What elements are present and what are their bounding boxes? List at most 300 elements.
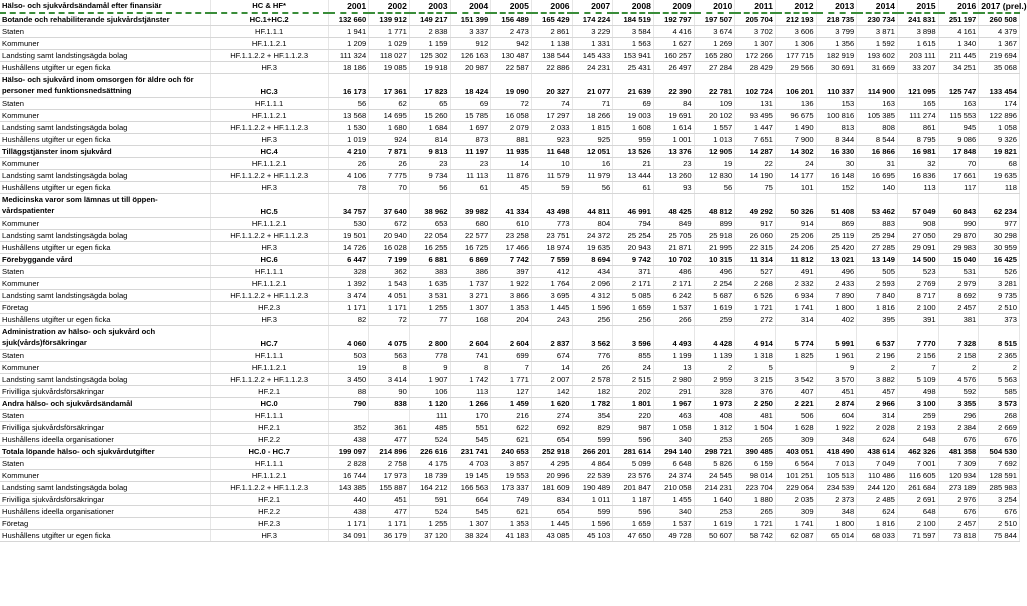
row-code[interactable]: HF.1.1.2.2 + HF.1.1.2.3 bbox=[210, 482, 328, 494]
table-cell-value[interactable]: 294 140 bbox=[653, 446, 694, 458]
table-cell-value[interactable]: 2 691 bbox=[897, 494, 938, 506]
table-cell-value[interactable]: 33 207 bbox=[897, 62, 938, 74]
table-cell-value[interactable]: 120 934 bbox=[938, 470, 979, 482]
table-cell-value[interactable]: 3 674 bbox=[694, 26, 735, 38]
table-cell-value[interactable]: 4 914 bbox=[735, 326, 776, 350]
table-cell-value[interactable]: 486 bbox=[653, 266, 694, 278]
table-cell-value[interactable]: 592 bbox=[938, 386, 979, 398]
table-cell-value[interactable]: 182 919 bbox=[816, 50, 857, 62]
table-cell-value[interactable]: 6 242 bbox=[653, 290, 694, 302]
row-code[interactable]: HF.1.1.2.1 bbox=[210, 38, 328, 50]
row-label[interactable]: Staten bbox=[0, 26, 210, 38]
row-label[interactable]: Tilläggstjänster inom sjukvård bbox=[0, 146, 210, 158]
table-cell-value[interactable]: 348 bbox=[816, 434, 857, 446]
table-cell-value[interactable]: 18 739 bbox=[409, 470, 450, 482]
table-cell-value[interactable]: 3 450 bbox=[328, 374, 369, 386]
table-cell-value[interactable]: 3 531 bbox=[409, 290, 450, 302]
table-cell-value[interactable]: 440 bbox=[328, 494, 369, 506]
table-cell-value[interactable]: 1 922 bbox=[491, 278, 532, 290]
table-cell-value[interactable]: 506 bbox=[775, 410, 816, 422]
table-cell-value[interactable]: 14 695 bbox=[369, 110, 410, 122]
table-cell-value[interactable]: 114 900 bbox=[857, 74, 898, 98]
table-cell-value[interactable]: 1 741 bbox=[775, 518, 816, 530]
table-cell-value[interactable]: 5 099 bbox=[613, 458, 654, 470]
row-code[interactable]: HF.1.1.2.1 bbox=[210, 470, 328, 482]
table-cell-value[interactable]: 39 982 bbox=[450, 194, 491, 218]
table-cell-value[interactable]: 17 466 bbox=[491, 242, 532, 254]
table-cell-value[interactable]: 22 315 bbox=[735, 242, 776, 254]
table-cell-value[interactable]: 314 bbox=[775, 314, 816, 326]
table-cell-value[interactable]: 1 628 bbox=[775, 422, 816, 434]
table-cell-value[interactable]: 674 bbox=[531, 350, 572, 362]
row-label[interactable]: Landsting samt landstingsägda bolag bbox=[0, 230, 210, 242]
table-cell-value[interactable]: 3 898 bbox=[897, 26, 938, 38]
table-cell-value[interactable]: 53 462 bbox=[857, 194, 898, 218]
table-cell-value[interactable]: 3 271 bbox=[450, 290, 491, 302]
table-cell-value[interactable]: 210 058 bbox=[653, 482, 694, 494]
row-label[interactable]: Frivilliga sjukvårdsförsäkringar bbox=[0, 386, 210, 398]
table-cell-value[interactable]: 912 bbox=[450, 38, 491, 50]
table-cell-value[interactable]: 49 292 bbox=[735, 194, 776, 218]
table-cell-value[interactable]: 13 376 bbox=[653, 146, 694, 158]
table-cell-value[interactable]: 1 880 bbox=[735, 494, 776, 506]
table-cell-value[interactable]: 62 bbox=[369, 98, 410, 110]
table-cell-value[interactable]: 38 962 bbox=[409, 194, 450, 218]
table-cell-value[interactable]: 977 bbox=[979, 218, 1020, 230]
table-cell-value[interactable]: 585 bbox=[979, 386, 1020, 398]
table-cell-value[interactable]: 1 608 bbox=[613, 122, 654, 134]
table-cell-value[interactable]: 25 294 bbox=[857, 230, 898, 242]
table-cell-value[interactable]: 29 870 bbox=[938, 230, 979, 242]
table-cell-value[interactable]: 34 251 bbox=[938, 62, 979, 74]
table-cell-value[interactable]: 881 bbox=[491, 134, 532, 146]
table-cell-value[interactable]: 3 355 bbox=[938, 398, 979, 410]
table-cell-value[interactable]: 96 675 bbox=[775, 110, 816, 122]
table-cell-value[interactable]: 11 876 bbox=[491, 170, 532, 182]
table-cell-value[interactable]: 7 199 bbox=[369, 254, 410, 266]
table-cell-value[interactable]: 314 bbox=[857, 410, 898, 422]
row-code[interactable]: HF.3 bbox=[210, 182, 328, 194]
row-label[interactable]: Hushållens utgifter ur egen ficka bbox=[0, 530, 210, 542]
row-label[interactable]: Hälso- och sjukvård inom omsorgen för äldre och för personer med funktionsnedsättning bbox=[0, 74, 210, 98]
table-cell-value[interactable]: 69 bbox=[450, 98, 491, 110]
table-cell-value[interactable]: 266 bbox=[653, 314, 694, 326]
table-cell-value[interactable]: 1 353 bbox=[491, 518, 532, 530]
table-cell-value[interactable]: 531 bbox=[938, 266, 979, 278]
row-code[interactable]: HF.1.1.2.1 bbox=[210, 278, 328, 290]
row-code[interactable]: HC.0 - HC.7 bbox=[210, 446, 328, 458]
table-cell-value[interactable]: 65 bbox=[409, 98, 450, 110]
row-code[interactable]: HF.1.1.1 bbox=[210, 266, 328, 278]
table-cell-value[interactable]: 136 bbox=[775, 98, 816, 110]
table-cell-value[interactable]: 7 013 bbox=[816, 458, 857, 470]
table-cell-value[interactable]: 12 051 bbox=[572, 146, 613, 158]
table-cell-value[interactable]: 296 bbox=[938, 410, 979, 422]
row-label[interactable]: Hushållens utgifter ur egen ficka bbox=[0, 134, 210, 146]
table-cell-value[interactable]: 1 537 bbox=[653, 518, 694, 530]
table-cell-value[interactable]: 352 bbox=[328, 422, 369, 434]
table-cell-value[interactable]: 3 281 bbox=[979, 278, 1020, 290]
table-cell-value[interactable]: 10 bbox=[531, 158, 572, 170]
table-cell-value[interactable]: 1 816 bbox=[857, 518, 898, 530]
table-cell-value[interactable]: 48 812 bbox=[694, 194, 735, 218]
table-cell-value[interactable]: 2 028 bbox=[857, 422, 898, 434]
table-cell-value[interactable]: 869 bbox=[816, 218, 857, 230]
column-header-year[interactable]: 2013 bbox=[816, 0, 857, 13]
table-cell-value[interactable]: 924 bbox=[369, 134, 410, 146]
table-cell-value[interactable]: 676 bbox=[979, 434, 1020, 446]
table-cell-value[interactable]: 2 100 bbox=[897, 518, 938, 530]
table-cell-value[interactable]: 24 231 bbox=[572, 62, 613, 74]
table-cell-value[interactable]: 2 035 bbox=[775, 494, 816, 506]
table-cell-value[interactable]: 6 159 bbox=[735, 458, 776, 470]
table-cell-value[interactable]: 11 314 bbox=[735, 254, 776, 266]
table-cell-value[interactable]: 219 694 bbox=[979, 50, 1020, 62]
table-cell-value[interactable]: 3 596 bbox=[613, 326, 654, 350]
table-cell-value[interactable]: 13 568 bbox=[328, 110, 369, 122]
table-cell-value[interactable]: 9 742 bbox=[613, 254, 654, 266]
row-label[interactable]: Hushållens ideella organisationer bbox=[0, 506, 210, 518]
table-cell-value[interactable]: 173 337 bbox=[491, 482, 532, 494]
table-cell-value[interactable]: 1 445 bbox=[531, 518, 572, 530]
row-code[interactable]: HF.1.1.2.2 + HF.1.1.2.3 bbox=[210, 170, 328, 182]
table-cell-value[interactable]: 7 692 bbox=[979, 458, 1020, 470]
table-cell-value[interactable]: 2 959 bbox=[694, 374, 735, 386]
row-code[interactable]: HF.3 bbox=[210, 530, 328, 542]
table-cell-value[interactable]: 20 102 bbox=[694, 110, 735, 122]
table-cell-value[interactable]: 2 079 bbox=[491, 122, 532, 134]
table-cell-value[interactable]: 174 bbox=[979, 98, 1020, 110]
table-cell-value[interactable]: 111 bbox=[409, 410, 450, 422]
table-cell-value[interactable]: 908 bbox=[897, 218, 938, 230]
table-cell-value[interactable]: 621 bbox=[491, 434, 532, 446]
row-code[interactable]: HF.2.2 bbox=[210, 434, 328, 446]
table-cell-value[interactable]: 30 bbox=[816, 158, 857, 170]
row-label[interactable]: Botande och rehabiliterande sjukvårdstjänster bbox=[0, 13, 210, 26]
table-cell-value[interactable]: 2 578 bbox=[572, 374, 613, 386]
table-cell-value[interactable]: 127 bbox=[491, 386, 532, 398]
table-cell-value[interactable]: 16 425 bbox=[979, 254, 1020, 266]
table-cell-value[interactable]: 3 100 bbox=[897, 398, 938, 410]
table-cell-value[interactable]: 199 097 bbox=[328, 446, 369, 458]
table-cell-value[interactable]: 8 692 bbox=[938, 290, 979, 302]
table-cell-value[interactable]: 16 255 bbox=[409, 242, 450, 254]
table-cell-value[interactable]: 861 bbox=[897, 122, 938, 134]
table-cell-value[interactable]: 22 781 bbox=[694, 74, 735, 98]
table-cell-value[interactable]: 7 328 bbox=[938, 326, 979, 350]
table-cell-value[interactable]: 17 661 bbox=[938, 170, 979, 182]
table-cell-value[interactable]: 1 801 bbox=[613, 398, 654, 410]
table-cell-value[interactable]: 451 bbox=[816, 386, 857, 398]
table-cell-value[interactable]: 184 519 bbox=[613, 13, 654, 26]
row-label[interactable]: Kommuner bbox=[0, 158, 210, 170]
row-label[interactable]: Totala löpande hälso- och sjukvårdutgifter bbox=[0, 446, 210, 458]
column-header-year[interactable]: 2005 bbox=[491, 0, 532, 13]
table-cell-value[interactable]: 111 274 bbox=[897, 110, 938, 122]
table-cell-value[interactable]: 1 961 bbox=[816, 350, 857, 362]
table-cell-value[interactable]: 19 635 bbox=[979, 170, 1020, 182]
table-cell-value[interactable]: 1 255 bbox=[409, 302, 450, 314]
table-cell-value[interactable]: 527 bbox=[735, 266, 776, 278]
table-cell-value[interactable]: 285 983 bbox=[979, 482, 1020, 494]
table-cell-value[interactable]: 22 054 bbox=[409, 230, 450, 242]
table-cell-value[interactable]: 1 490 bbox=[775, 122, 816, 134]
table-cell-value[interactable]: 165 429 bbox=[531, 13, 572, 26]
row-label[interactable]: Staten bbox=[0, 98, 210, 110]
table-cell-value[interactable]: 524 bbox=[409, 434, 450, 446]
table-cell-value[interactable]: 7 001 bbox=[897, 458, 938, 470]
table-cell-value[interactable]: 20 943 bbox=[613, 242, 654, 254]
table-cell-value[interactable]: 899 bbox=[694, 218, 735, 230]
table-cell-value[interactable]: 1 459 bbox=[491, 398, 532, 410]
row-code[interactable]: HF.1.1.1 bbox=[210, 458, 328, 470]
table-cell-value[interactable]: 125 747 bbox=[938, 74, 979, 98]
table-cell-value[interactable]: 1 557 bbox=[694, 122, 735, 134]
table-cell-value[interactable]: 624 bbox=[857, 506, 898, 518]
table-cell-value[interactable]: 241 831 bbox=[897, 13, 938, 26]
table-cell-value[interactable]: 1 967 bbox=[653, 398, 694, 410]
table-cell-value[interactable]: 19 635 bbox=[572, 242, 613, 254]
table-cell-value[interactable]: 10 315 bbox=[694, 254, 735, 266]
table-cell-value[interactable]: 8 344 bbox=[816, 134, 857, 146]
table-cell-value[interactable]: 142 bbox=[531, 386, 572, 398]
table-cell-value[interactable]: 808 bbox=[857, 122, 898, 134]
row-code[interactable]: HF.1.1.2.2 + HF.1.1.2.3 bbox=[210, 290, 328, 302]
row-code[interactable]: HF.1.1.2.1 bbox=[210, 218, 328, 230]
table-cell-value[interactable]: 27 050 bbox=[897, 230, 938, 242]
table-cell-value[interactable]: 1 530 bbox=[328, 122, 369, 134]
table-cell-value[interactable]: 855 bbox=[613, 350, 654, 362]
table-cell-value[interactable]: 36 179 bbox=[369, 530, 410, 542]
table-cell-value[interactable]: 1 721 bbox=[735, 302, 776, 314]
table-cell-value[interactable]: 223 704 bbox=[735, 482, 776, 494]
column-header-year[interactable]: 2007 bbox=[572, 0, 613, 13]
table-cell-value[interactable]: 1 269 bbox=[694, 38, 735, 50]
table-cell-value[interactable]: 1 941 bbox=[328, 26, 369, 38]
table-cell-value[interactable]: 165 280 bbox=[694, 50, 735, 62]
table-cell-value[interactable]: 804 bbox=[572, 218, 613, 230]
table-cell-value[interactable]: 4 312 bbox=[572, 290, 613, 302]
table-cell-value[interactable]: 6 526 bbox=[735, 290, 776, 302]
column-header-year[interactable]: 2002 bbox=[369, 0, 410, 13]
table-cell-value[interactable]: 272 bbox=[735, 314, 776, 326]
row-code[interactable]: HF.1.1.2.2 + HF.1.1.2.3 bbox=[210, 50, 328, 62]
table-cell-value[interactable]: 328 bbox=[328, 266, 369, 278]
table-cell-value[interactable]: 1 659 bbox=[613, 302, 654, 314]
table-cell-value[interactable]: 2 156 bbox=[897, 350, 938, 362]
table-cell-value[interactable]: 15 040 bbox=[938, 254, 979, 266]
row-code[interactable]: HF.3 bbox=[210, 134, 328, 146]
table-cell-value[interactable]: 838 bbox=[369, 398, 410, 410]
row-label[interactable]: Landsting samt landstingsägda bolag bbox=[0, 170, 210, 182]
table-cell-value[interactable]: 1 614 bbox=[653, 122, 694, 134]
table-cell-value[interactable]: 229 064 bbox=[775, 482, 816, 494]
table-cell-value[interactable]: 13 260 bbox=[653, 170, 694, 182]
row-label[interactable]: Landsting samt landstingsägda bolag bbox=[0, 122, 210, 134]
table-cell-value[interactable]: 131 bbox=[735, 98, 776, 110]
table-cell-value[interactable]: 2 bbox=[694, 362, 735, 374]
table-cell-value[interactable]: 551 bbox=[450, 422, 491, 434]
table-cell-value[interactable]: 794 bbox=[613, 218, 654, 230]
table-cell-value[interactable]: 266 201 bbox=[572, 446, 613, 458]
table-cell-value[interactable]: 48 425 bbox=[653, 194, 694, 218]
table-cell-value[interactable]: 491 bbox=[775, 266, 816, 278]
table-cell-value[interactable]: 5 bbox=[735, 362, 776, 374]
row-label[interactable]: Landsting samt landstingsägda bolag bbox=[0, 482, 210, 494]
table-cell-value[interactable]: 62 087 bbox=[775, 530, 816, 542]
table-cell-value[interactable]: 163 bbox=[857, 98, 898, 110]
table-cell-value[interactable]: 11 197 bbox=[450, 146, 491, 158]
table-cell-value[interactable]: 1 138 bbox=[531, 38, 572, 50]
table-cell-value[interactable]: 2 457 bbox=[938, 302, 979, 314]
table-cell-value[interactable]: 71 bbox=[572, 98, 613, 110]
row-code[interactable]: HF.3 bbox=[210, 314, 328, 326]
table-cell-value[interactable]: 1 620 bbox=[531, 398, 572, 410]
column-header-label[interactable]: Hälso- och sjukvårdsändamål efter finansiär bbox=[0, 0, 210, 13]
table-cell-value[interactable]: 4 493 bbox=[653, 326, 694, 350]
table-cell-value[interactable]: 69 bbox=[613, 98, 654, 110]
table-cell-value[interactable]: 4 379 bbox=[979, 26, 1020, 38]
table-cell-value[interactable]: 23 258 bbox=[491, 230, 532, 242]
table-cell-value[interactable]: 128 591 bbox=[979, 470, 1020, 482]
table-cell-value[interactable]: 3 562 bbox=[572, 326, 613, 350]
table-cell-value[interactable]: 1 307 bbox=[450, 302, 491, 314]
table-cell-value[interactable]: 19 090 bbox=[491, 74, 532, 98]
table-cell-value[interactable]: 1 635 bbox=[409, 278, 450, 290]
table-cell-value[interactable]: 9 086 bbox=[938, 134, 979, 146]
row-label[interactable]: Staten bbox=[0, 410, 210, 422]
table-cell-value[interactable]: 24 372 bbox=[572, 230, 613, 242]
table-cell-value[interactable]: 106 bbox=[409, 386, 450, 398]
table-cell-value[interactable]: 1 001 bbox=[653, 134, 694, 146]
table-cell-value[interactable]: 1 619 bbox=[694, 302, 735, 314]
table-cell-value[interactable]: 30 298 bbox=[979, 230, 1020, 242]
table-cell-value[interactable]: 6 648 bbox=[653, 458, 694, 470]
table-cell-value[interactable]: 118 027 bbox=[369, 50, 410, 62]
table-cell-value[interactable]: 873 bbox=[450, 134, 491, 146]
table-cell-value[interactable]: 101 251 bbox=[775, 470, 816, 482]
row-code[interactable]: HF.1.1.1 bbox=[210, 26, 328, 38]
table-cell-value[interactable]: 530 bbox=[328, 218, 369, 230]
table-cell-value[interactable]: 73 818 bbox=[938, 530, 979, 542]
table-cell-value[interactable]: 253 bbox=[694, 506, 735, 518]
table-cell-value[interactable]: 145 433 bbox=[572, 50, 613, 62]
table-cell-value[interactable]: 14 190 bbox=[735, 170, 776, 182]
table-cell-value[interactable]: 182 bbox=[572, 386, 613, 398]
table-cell-value[interactable]: 4 864 bbox=[572, 458, 613, 470]
table-cell-value[interactable]: 59 bbox=[531, 182, 572, 194]
table-cell-value[interactable]: 14 287 bbox=[735, 146, 776, 158]
table-cell-value[interactable]: 261 684 bbox=[897, 482, 938, 494]
table-cell-value[interactable]: 22 bbox=[735, 158, 776, 170]
row-label[interactable]: Kommuner bbox=[0, 38, 210, 50]
table-cell-value[interactable]: 45 bbox=[491, 182, 532, 194]
table-cell-value[interactable]: 463 bbox=[653, 410, 694, 422]
row-label[interactable]: Landsting samt landstingsägda bolag bbox=[0, 50, 210, 62]
table-cell-value[interactable]: 3 584 bbox=[613, 26, 654, 38]
row-code[interactable]: HF.3 bbox=[210, 62, 328, 74]
table-cell-value[interactable]: 3 414 bbox=[369, 374, 410, 386]
table-cell-value[interactable]: 57 049 bbox=[897, 194, 938, 218]
table-cell-value[interactable]: 1 596 bbox=[572, 302, 613, 314]
table-cell-value[interactable]: 2 254 bbox=[694, 278, 735, 290]
table-cell-value[interactable]: 204 bbox=[491, 314, 532, 326]
table-cell-value[interactable]: 438 bbox=[328, 506, 369, 518]
table-cell-value[interactable]: 26 060 bbox=[735, 230, 776, 242]
table-cell-value[interactable]: 813 bbox=[816, 122, 857, 134]
table-cell-value[interactable]: 14 726 bbox=[328, 242, 369, 254]
table-cell-value[interactable]: 140 bbox=[857, 182, 898, 194]
row-code[interactable]: HF.1.1.2.2 + HF.1.1.2.3 bbox=[210, 122, 328, 134]
table-cell-value[interactable]: 6 934 bbox=[775, 290, 816, 302]
table-cell-value[interactable]: 371 bbox=[613, 266, 654, 278]
table-cell-value[interactable]: 17 848 bbox=[938, 146, 979, 158]
table-cell-value[interactable]: 205 704 bbox=[735, 13, 776, 26]
row-code[interactable]: HF.1.1.2.1 bbox=[210, 110, 328, 122]
table-cell-value[interactable]: 3 871 bbox=[857, 26, 898, 38]
table-cell-value[interactable]: 4 210 bbox=[328, 146, 369, 158]
table-cell-value[interactable]: 19 501 bbox=[328, 230, 369, 242]
table-cell-value[interactable]: 1 445 bbox=[531, 302, 572, 314]
row-label[interactable]: Förebyggande vård bbox=[0, 254, 210, 266]
table-cell-value[interactable]: 1 825 bbox=[775, 350, 816, 362]
table-cell-value[interactable]: 27 285 bbox=[857, 242, 898, 254]
column-header-year[interactable]: 2016 bbox=[938, 0, 979, 13]
table-cell-value[interactable]: 4 295 bbox=[531, 458, 572, 470]
table-cell-value[interactable]: 1 011 bbox=[572, 494, 613, 506]
table-cell-value[interactable]: 8 544 bbox=[857, 134, 898, 146]
table-cell-value[interactable]: 71 597 bbox=[897, 530, 938, 542]
row-label[interactable]: Kommuner bbox=[0, 470, 210, 482]
table-cell-value[interactable]: 1 171 bbox=[369, 518, 410, 530]
table-cell-value[interactable]: 12 830 bbox=[694, 170, 735, 182]
table-cell-value[interactable]: 155 887 bbox=[369, 482, 410, 494]
table-cell-value[interactable]: 7 775 bbox=[369, 170, 410, 182]
table-cell-value[interactable]: 834 bbox=[531, 494, 572, 506]
table-cell-value[interactable]: 2 980 bbox=[653, 374, 694, 386]
table-cell-value[interactable]: 17 297 bbox=[531, 110, 572, 122]
table-cell-value[interactable]: 153 bbox=[816, 98, 857, 110]
table-cell-value[interactable]: 397 bbox=[491, 266, 532, 278]
table-cell-value[interactable]: 1 029 bbox=[369, 38, 410, 50]
table-cell-value[interactable]: 214 896 bbox=[369, 446, 410, 458]
table-cell-value[interactable]: 19 145 bbox=[450, 470, 491, 482]
row-code[interactable]: HF.1.1.2.1 bbox=[210, 158, 328, 170]
table-cell-value[interactable]: 2 593 bbox=[857, 278, 898, 290]
table-cell-value[interactable]: 2 457 bbox=[938, 518, 979, 530]
table-cell-value[interactable]: 917 bbox=[735, 218, 776, 230]
table-cell-value[interactable]: 45 103 bbox=[572, 530, 613, 542]
row-label[interactable]: Staten bbox=[0, 458, 210, 470]
table-cell-value[interactable]: 226 616 bbox=[409, 446, 450, 458]
table-cell-value[interactable]: 604 bbox=[816, 410, 857, 422]
table-cell-value[interactable]: 151 399 bbox=[450, 13, 491, 26]
table-cell-value[interactable]: 138 544 bbox=[531, 50, 572, 62]
table-cell-value[interactable]: 218 735 bbox=[816, 13, 857, 26]
table-cell-value[interactable]: 16 148 bbox=[816, 170, 857, 182]
table-cell-value[interactable]: 1 318 bbox=[735, 350, 776, 362]
row-label[interactable]: Kommuner bbox=[0, 362, 210, 374]
table-cell-value[interactable]: 1 266 bbox=[450, 398, 491, 410]
table-cell-value[interactable]: 84 bbox=[653, 98, 694, 110]
table-cell-value[interactable]: 163 bbox=[938, 98, 979, 110]
table-cell-value[interactable]: 56 bbox=[572, 182, 613, 194]
table-cell-value[interactable]: 11 648 bbox=[531, 146, 572, 158]
table-cell-value[interactable]: 37 640 bbox=[369, 194, 410, 218]
row-label[interactable]: Kommuner bbox=[0, 218, 210, 230]
row-code[interactable]: HF.1.1.2.2 + HF.1.1.2.3 bbox=[210, 374, 328, 386]
table-cell-value[interactable]: 648 bbox=[897, 506, 938, 518]
